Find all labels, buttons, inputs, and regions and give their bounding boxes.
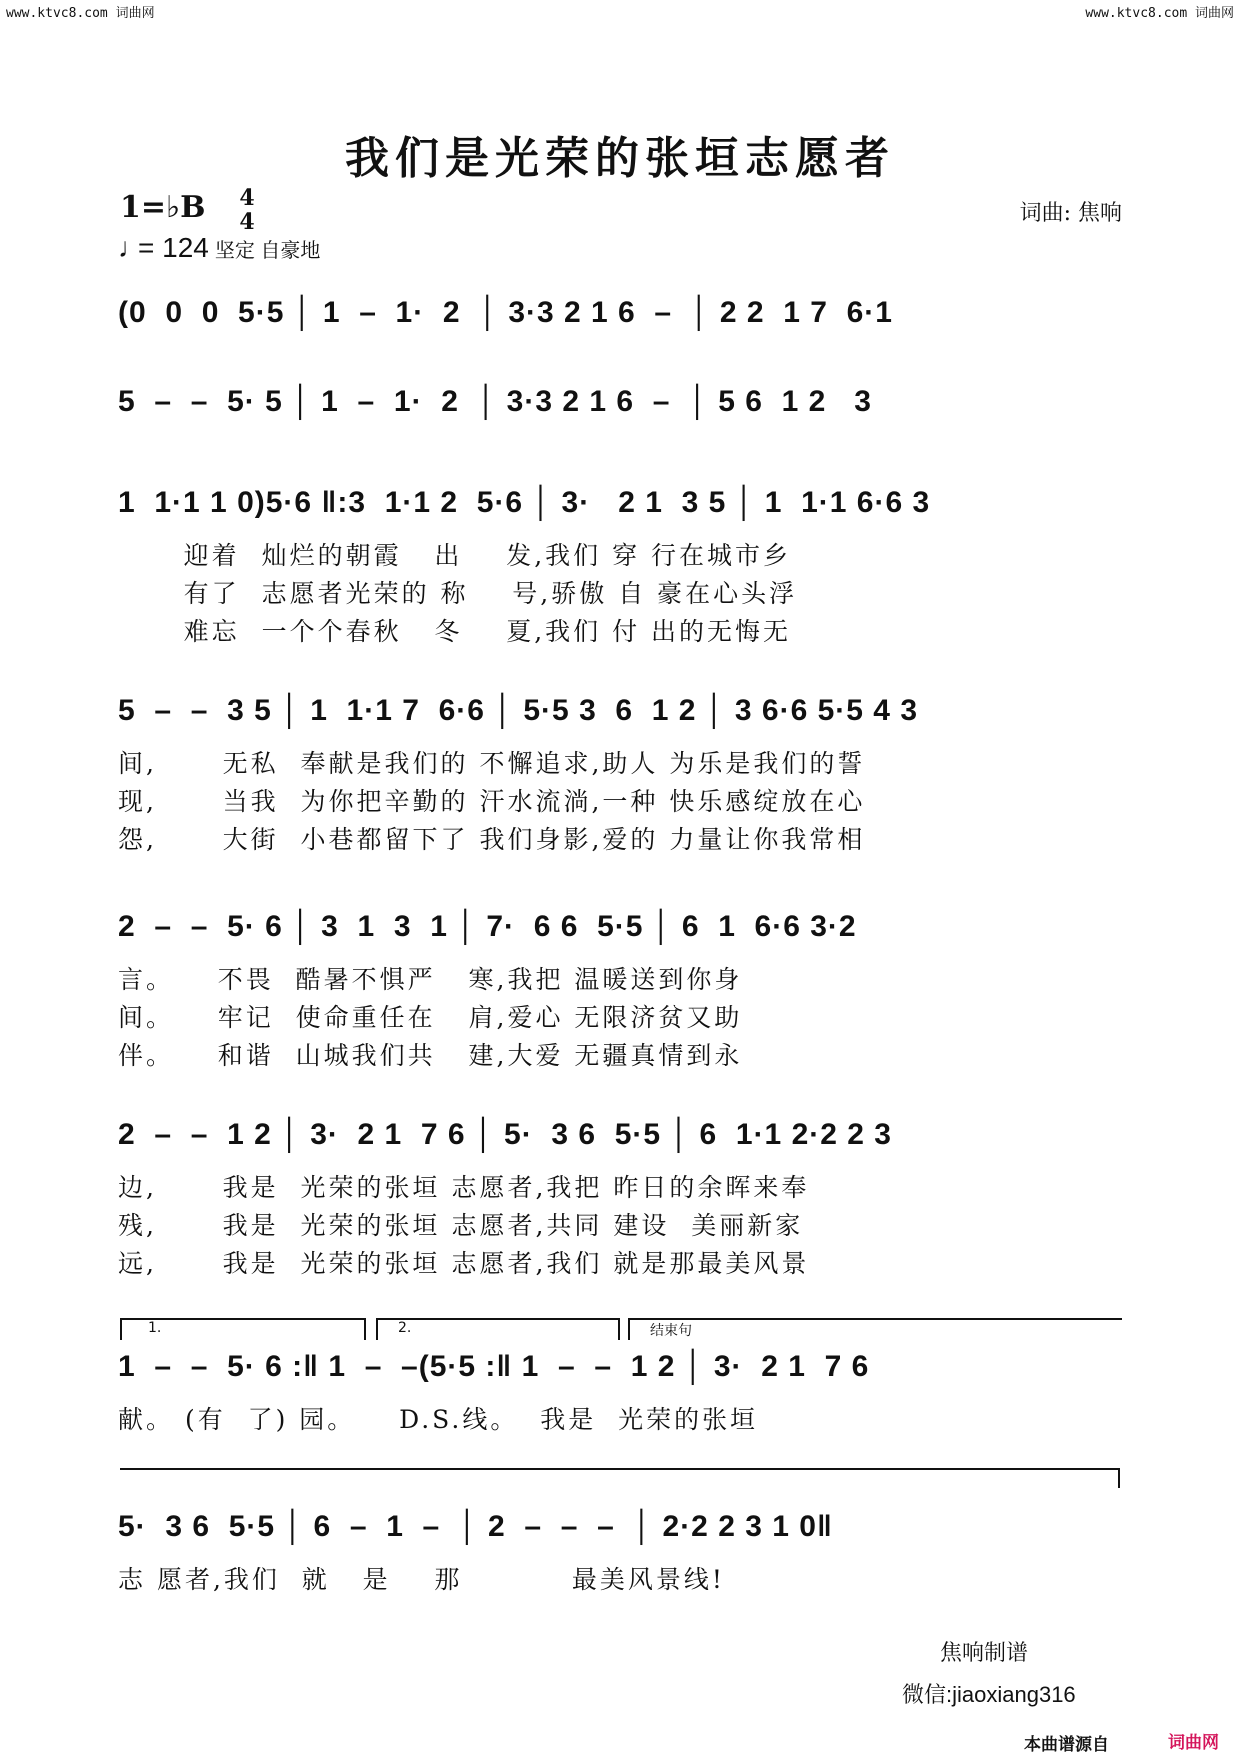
song-title: 我们是光荣的张垣志愿者: [345, 133, 895, 184]
lyric-line: 有了 志愿者光荣的 称 号,骄傲 自 豪在心头浮: [118, 579, 798, 608]
time-signature: [234, 186, 260, 234]
notation-system-2: 5 – – 5· 5 │ 1 – 1· 2 │ 3·3 2 1 6 – │ 5 6 1 2 3: [118, 385, 872, 418]
notation-system-1: (0 0 0 5·5 │ 1 – 1· 2 │ 3·3 2 1 6 – │ 2 2 1 7 6·1: [118, 296, 893, 329]
time-signature-top: 4: [239, 185, 255, 211]
lyric-line: 间, 无私 奉献是我们的 不懈追求,助人 为乐是我们的誓: [118, 749, 866, 778]
lyric-line: 远, 我是 光荣的张垣 志愿者,我们 就是那最美风景: [118, 1249, 810, 1278]
lyric-line: 边, 我是 光荣的张垣 志愿者,我把 昨日的余晖来奉: [118, 1173, 810, 1202]
lyric-line: 怨, 大街 小巷都留下了 我们身影,爱的 力量让你我常相: [118, 825, 866, 854]
lyric-line: 言。 不畏 酷暑不惧严 寒,我把 温暖送到你身: [118, 965, 743, 994]
notation-system-5: 2 – – 5· 6 │ 3 1 3 1 │ 7· 6 6 5·5 │ 6 1 6·6 3·2: [118, 910, 857, 943]
lyric-line: 献。 (有 了) 园。 D.S.线。 我是 光荣的张垣: [118, 1405, 759, 1434]
score-maker: 焦响制谱: [940, 1640, 1029, 1665]
key-signature: 1=♭B: [120, 190, 206, 225]
second-ending-bracket: [376, 1318, 620, 1340]
site-watermark-left: www.ktvc8.com 词曲网: [6, 6, 155, 21]
quarter-note-icon: ♩: [118, 232, 146, 263]
site-watermark-right: www.ktvc8.com 词曲网: [1085, 6, 1234, 21]
notation-system-4: 5 – – 3 5 │ 1 1·1 7 6·6 │ 5·5 3 6 1 2 │ 3 6·6 5·5 4 3: [118, 694, 919, 727]
notation-system-8: 5· 3 6 5·5 │ 6 – 1 – │ 2 – – – │ 2·2 2 3 1 0‖: [118, 1510, 833, 1543]
coda-bracket-end: [1118, 1468, 1120, 1488]
lyric-line: 现, 当我 为你把辛勤的 汗水流淌,一种 快乐感绽放在心: [118, 787, 866, 816]
notation-system-7: 1 – – 5· 6 :‖ 1 – –(5·5 :‖ 1 – – 1 2 │ 3· 2 1 7 6: [118, 1350, 870, 1383]
source-note: 本曲谱源自: [1024, 1735, 1109, 1755]
lyric-line: 伴。 和谐 山城我们共 建,大爱 无疆真情到永: [118, 1041, 743, 1070]
lyric-line: 迎着 灿烂的朝霞 出 发,我们 穿 行在城市乡: [118, 541, 792, 570]
coda-bracket: [628, 1318, 1122, 1340]
tempo-marking: [118, 232, 320, 264]
first-ending-label: 1.: [148, 1320, 162, 1336]
lyric-line: 志 愿者,我们 就 是 那 最美风景线!: [118, 1565, 725, 1594]
coda-label: 结束句: [650, 1323, 692, 1339]
lyric-line: 间。 牢记 使命重任在 肩,爱心 无限济贫又助: [118, 1003, 743, 1032]
site-logo[interactable]: 词曲网: [1168, 1733, 1219, 1753]
coda-continuation-line: [120, 1468, 1120, 1470]
tempo-value: = 124: [138, 232, 209, 263]
notation-system-6: 2 – – 1 2 │ 3· 2 1 7 6 │ 5· 3 6 5·5 │ 6 1·1 2·2 2 3: [118, 1118, 892, 1151]
tempo-expression: 坚定 自豪地: [214, 240, 321, 262]
lyric-line: 残, 我是 光荣的张垣 志愿者,共同 建设 美丽新家: [118, 1211, 804, 1240]
wechat-contact: 微信:jiaoxiang316: [902, 1682, 1076, 1707]
second-ending-label: 2.: [398, 1320, 412, 1336]
lyric-line: 难忘 一个个春秋 冬 夏,我们 付 出的无悔无: [118, 617, 792, 646]
time-signature-bottom: 4: [239, 209, 255, 235]
notation-system-3: 1 1·1 1 0)5·6 ‖:3 1·1 2 5·6 │ 3· 2 1 3 5 │ 1 1·1 6·6 3: [118, 486, 931, 519]
composer-credit: 词曲: 焦响: [1019, 201, 1122, 226]
first-ending-bracket: [120, 1318, 366, 1340]
